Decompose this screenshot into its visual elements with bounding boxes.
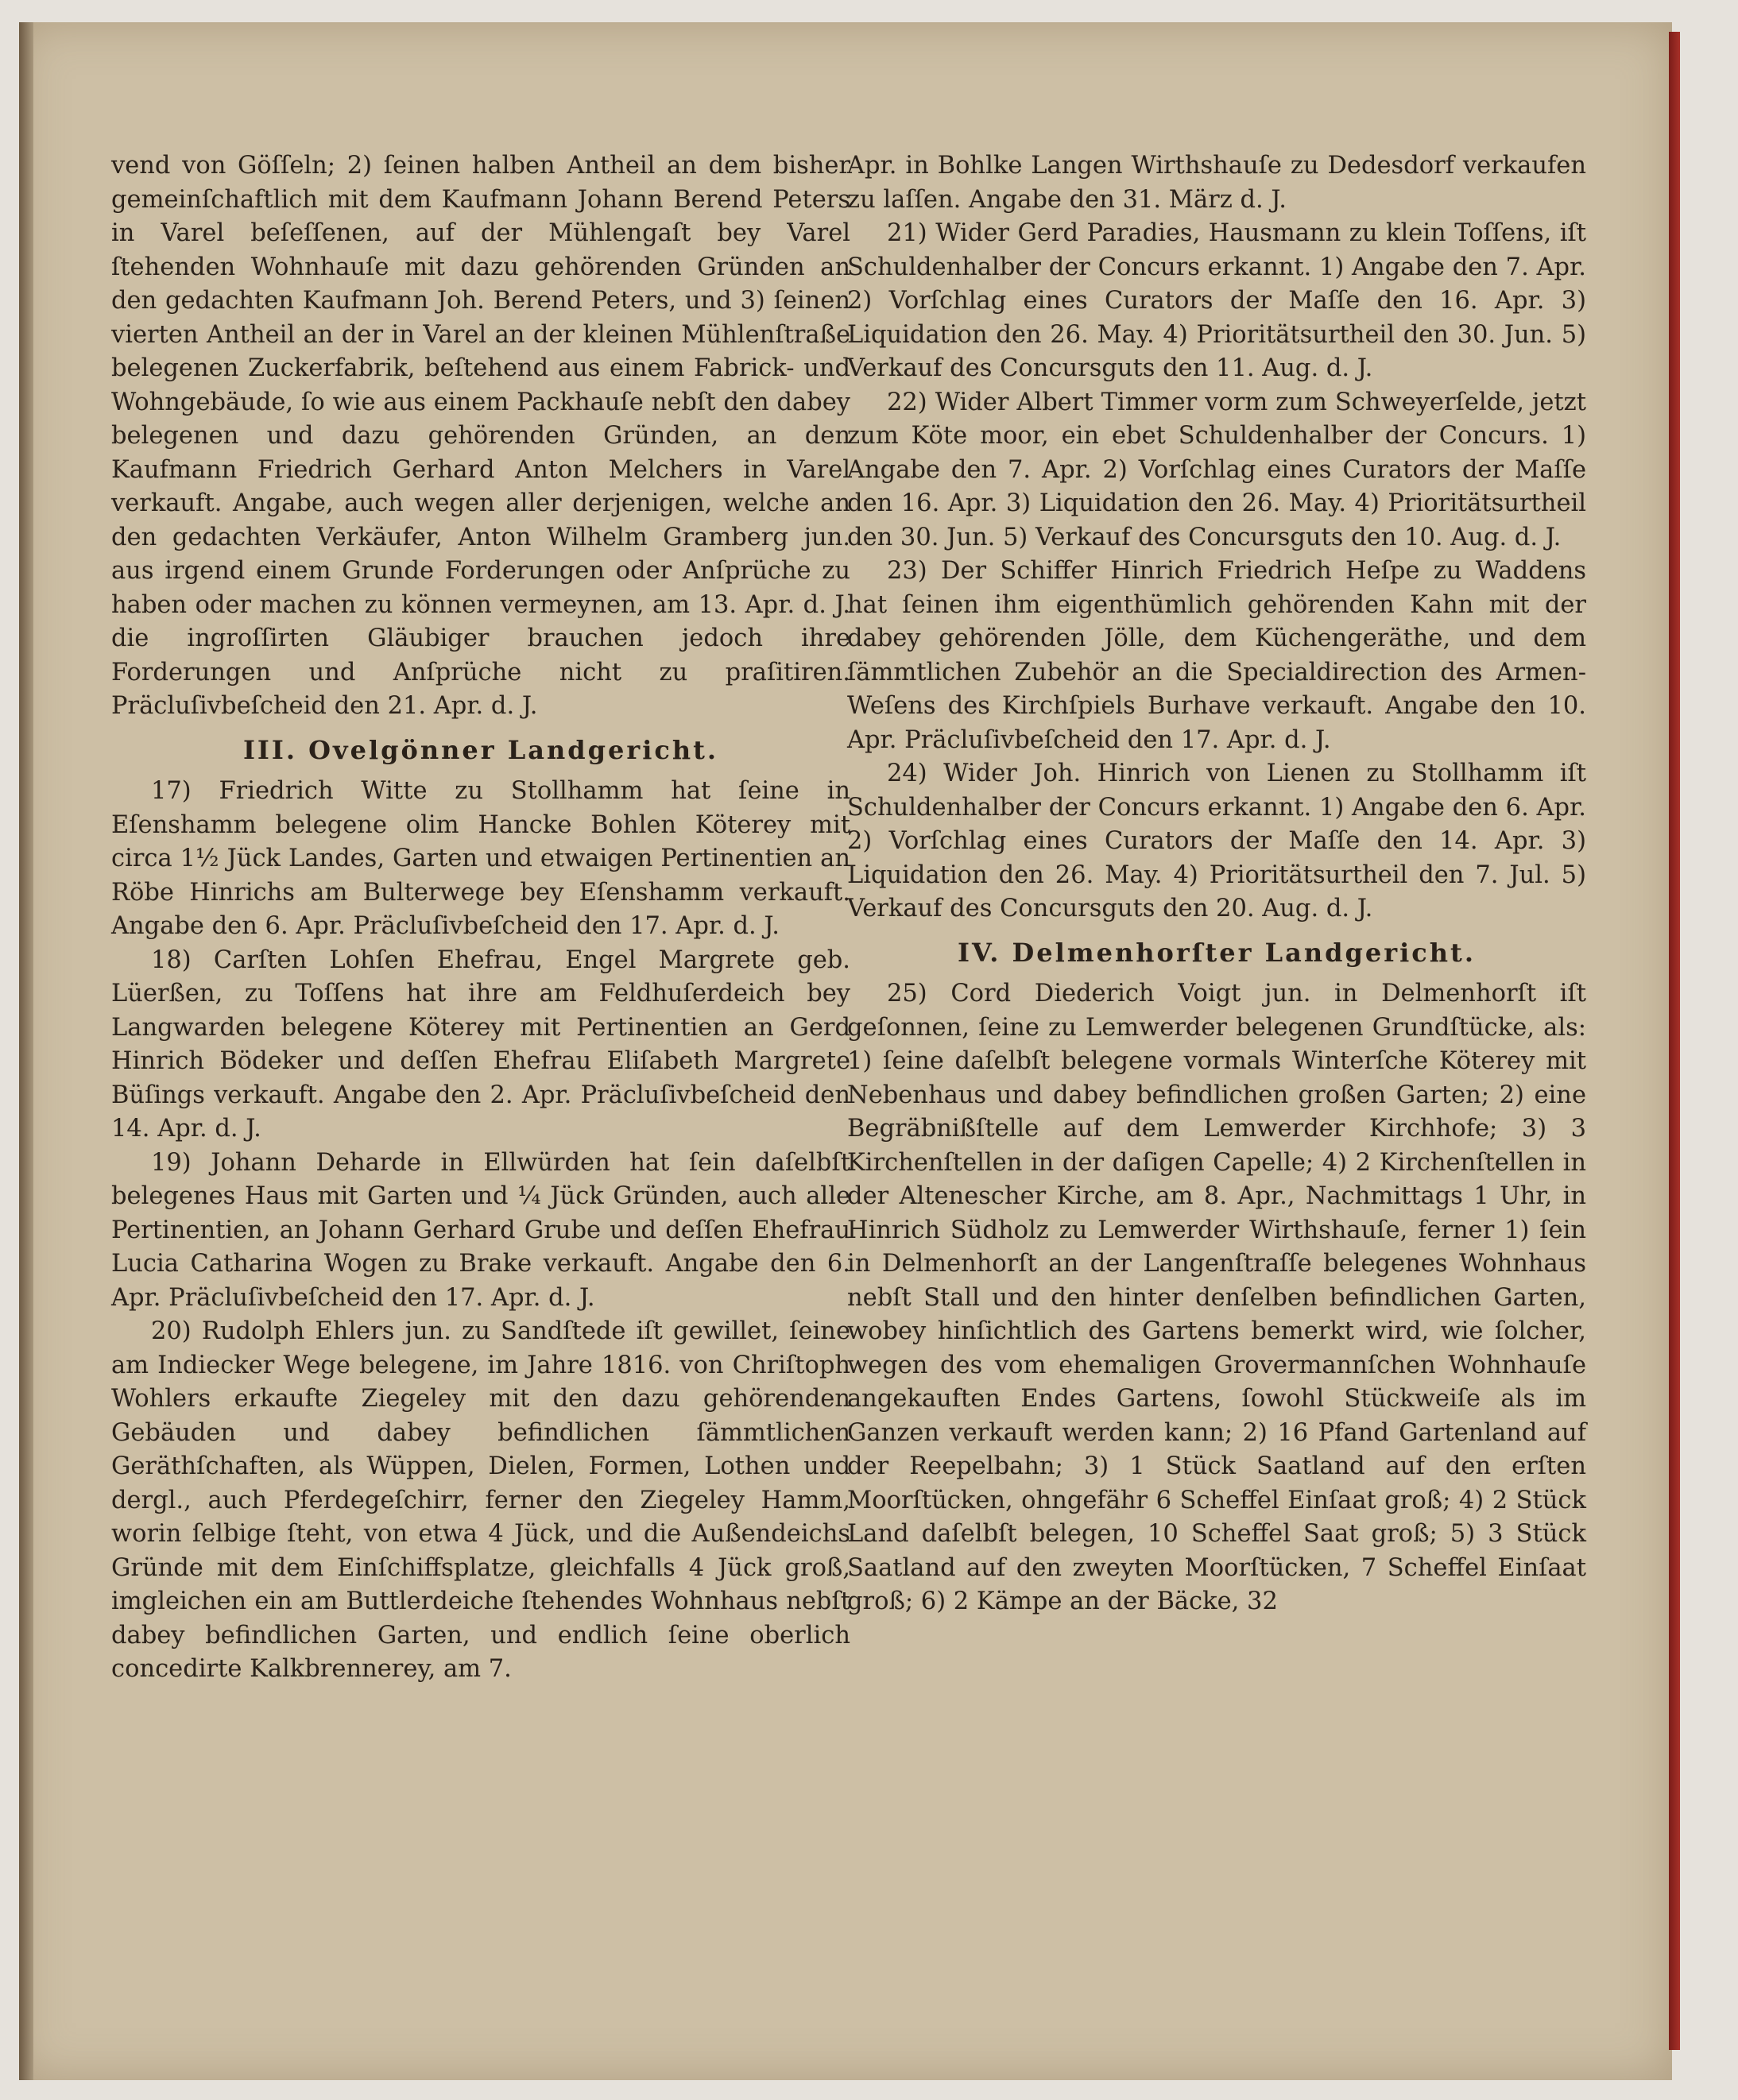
entry-18: 18) Carſten Lohſen Ehefrau, Engel Margrete geb. Lüerßen, zu Toſſens hat ihre am Feldhuſerdeich bey Langwarden belegene Köterey mit Pertinentien an Gerd Hinrich Bödeker und deſſen Ehefrau Eliſabeth Margrete Büſings verkauft. Angabe den 2. Apr. Präcluſivbeſcheid den 14. Apr. d. J. (111, 946, 850, 1143)
entry-17: 17) Friedrich Witte zu Stollhamm hat ſeine in Eſenshamm belegene olim Hancke Bohlen Köterey mit circa 1½ Jück Landes, Garten und etwaigen Pertinentien an Röbe Hinrichs am Bulterwege bey Eſenshamm verkauft. Angabe den 6. Apr. Präcluſivbeſcheid den 17. Apr. d. J. (111, 777, 850, 940)
entry-19: 19) Johann Deharde in Ellwürden hat ſein daſelbſt belegenes Haus mit Garten und ¼ Jück Gründen, auch alle Pertinentien, an Johann Gerhard Grube und deſſen Ehefrau Lucia Catharina Wogen zu Brake verkauft. Angabe den 6. Apr. Präcluſivbeſcheid den 17. Apr. d. J. (111, 1148, 850, 1312)
book-page (19, 22, 1672, 2080)
entry-20: 20) Rudolph Ehlers jun. zu Sandſtede iſt gewillet, ſeine am Indiecker Wege belegene, im Jahre 1816. von Chriſtoph Wohlers erkaufte Ziegeley mit den dazu gehörenden Gebäuden und dabey befindlichen ſämmtlichen Geräthſchaften, als Wüppen, Dielen, Formen, Lothen und dergl., auch Pferdegeſchirr, ferner den Ziegeley Hamm, worin ſelbige ſteht, von etwa 4 Jück, und die Außendeichs Gründe mit dem Einſchiffsplatze, gleichfalls 4 Jück groß, imgleichen ein am Buttlerdeiche ſtehendes Wohnhaus nebſt dabey befindlichen Garten, und endlich ſeine oberlich concedirte Kalkbrennerey, am 7. (111, 1317, 850, 1683)
section-heading-delmenhorst: IV. Delmenhorſter Landgericht. (958, 937, 1476, 968)
entry-25: 25) Cord Diederich Voigt jun. in Delmenhorſt iſt geſonnen, ſeine zu Lemwerder belegenen Grundſtücke, als: 1) ſeine daſelbſt belegene vormals Winterſche Köterey mit Nebenhaus und dabey befindlichen großen Garten; 2) eine Begräbnißſtelle auf dem Lemwerder Kirchhofe; 3) 3 Kirchenſtellen in der daſigen Capelle; 4) 2 Kirchenſtellen in der Altenescher Kirche, am 8. Apr., Nachmittags 1 Uhr, in Hinrich Südholz zu Lemwerder Wirthshauſe, ferner 1) ſein in Delmenhorſt an der Langenſtraſſe belegenes Wohnhaus nebſt Stall und den hinter denſelben befindlichen Garten, wobey hinſichtlich des Gartens bemerkt wird, wie ſolcher, wegen des vom ehemaligen Grovermannſchen Wohnhauſe angekauften Endes Gartens, ſowohl Stückweiſe als im Ganzen verkauft werden kann; 2) 16 Pfand Gartenland auf der Reepelbahn; 3) 1 Stück Saatland auf den erſten Moorſtücken, ohngefähr 6 Scheffel Einſaat groß; 4) 2 Stück Land daſelbſt belegen, 10 Scheffel Saat groß; 5) 3 Stück Saatland auf den zweyten Moorſtücken, 7 Scheffel Einſaat groß; 6) 2 Kämpe an der Bäcke, 32 (847, 980, 1586, 1615)
left-column (111, 149, 850, 1687)
paragraph-continuation-right: Apr. in Bohlke Langen Wirthshauſe zu Dedesdorf verkaufen zu laſſen. Angabe den 31. März d. J. (847, 152, 1586, 214)
entry-23: 23) Der Schiffer Hinrich Friedrich Heſpe zu Waddens hat ſeinen ihm eigenthümlich gehörenden Kahn mit der dabey gehörenden Jölle, dem Küchengeräthe, und dem ſämmtlichen Zubehör an die Specialdirection des Armen-Weſens des Kirchſpiels Burhave verkauft. Angabe den 10. Apr. Präcluſivbeſcheid den 17. Apr. d. J. (847, 557, 1586, 754)
section-heading-ovelgoenne: III. Ovelgönner Landgericht. (242, 734, 719, 765)
page-spine-shadow (19, 22, 33, 2080)
red-cover-edge (1669, 32, 1680, 2050)
paragraph-continuation: vend von Göſſeln; 2) ſeinen halben Antheil an dem bisher gemeinſchaftlich mit dem Kaufmann Johann Berend Peters in Varel beſeſſenen, auf der Mühlengaſt bey Varel ſtehenden Wohnhauſe mit dazu gehörenden Gründen an den gedachten Kaufmann Joh. Berend Peters, und 3) ſeinen vierten Antheil an der in Varel an der kleinen Mühlenſtraße belegenen Zuckerfabrik, beſtehend aus einem Fabrick- und Wohngebäude, ſo wie aus einem Packhauſe nebſt den dabey belegenen und dazu gehörenden Gründen, an den Kaufmann Friedrich Gerhard Anton Melchers in Varel verkauft. Angabe, auch wegen aller derjenigen, welche an den gedachten Verkäufer, Anton Wilhelm Gramberg jun. aus irgend einem Grunde Forderungen oder Anſprüche zu haben oder machen zu können vermeynen, am 13. Apr. d. J. die ingroſſirten Gläubiger brauchen jedoch ihre Forderungen und Anſprüche nicht zu praſitiren. Präcluſivbeſcheid den 21. Apr. d. J. (111, 152, 850, 720)
entry-21: 21) Wider Gerd Paradies, Hausmann zu klein Toſſens, iſt Schuldenhalber der Concurs erkannt. 1) Angabe den 7. Apr. 2) Vorſchlag eines Curators der Maſſe den 16. Apr. 3) Liquidation den 26. May. 4) Prioritätsurtheil den 30. Jun. 5) Verkauf des Concursguts den 11. Aug. d. J. (847, 219, 1586, 382)
entry-24: 24) Wider Joh. Hinrich von Lienen zu Stollhamm iſt Schuldenhalber der Concurs erkannt. 1) Angabe den 6. Apr. 2) Vorſchlag eines Curators der Maſſe den 14. Apr. 3) Liquidation den 26. May. 4) Prioritätsurtheil den 7. Jul. 5) Verkauf des Concursguts den 20. Aug. d. J. (847, 760, 1586, 922)
right-column (847, 149, 1586, 1619)
entry-22: 22) Wider Albert Timmer vorm zum Schweyerſelde, jetzt zum Köte moor, ein ebet Schuldenhalber der Concurs. 1) Angabe den 7. Apr. 2) Vorſchlag eines Curators der Maſſe den 16. Apr. 3) Liquidation den 26. May. 4) Prioritätsurtheil den 30. Jun. 5) Verkauf des Concursguts den 10. Aug. d. J. (847, 388, 1586, 551)
